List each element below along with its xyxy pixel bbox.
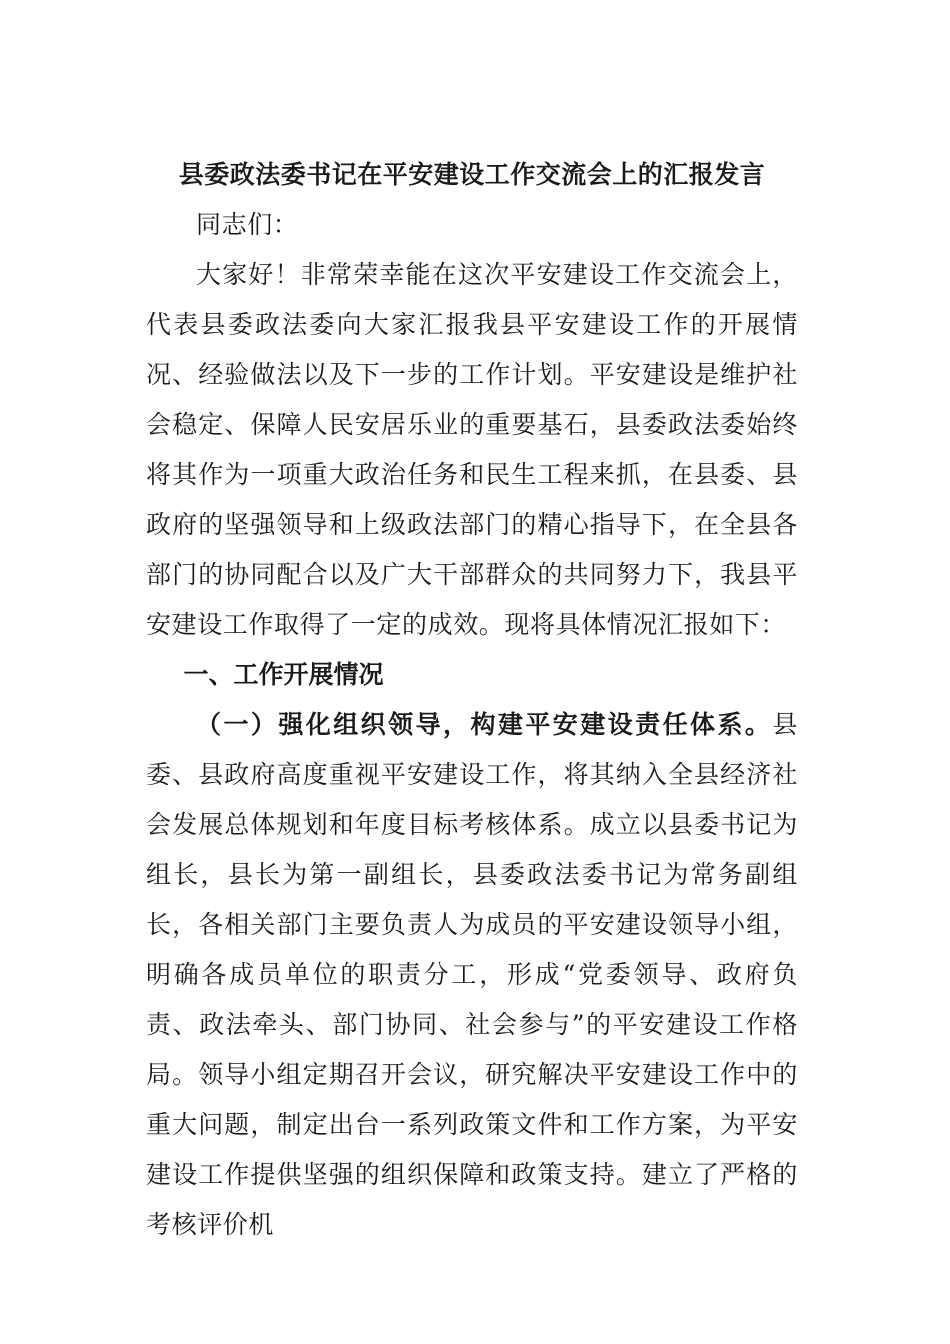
subsection-paragraph	[146, 700, 798, 1250]
subsection-body: 县委、县政府高度重视平安建设工作，将其纳入全县经济社会发展总体规划和年度目标考核体系。成立以县委书记为组长，县长为第一副组长，县委政法委书记为常务副组长，各相关部门主要负责人为成员的平安建设领导小组，明确各成员单位的职责分工，形成“党委领导、政府负责、政法牵头、部门协同、社会参与”的平安建设工作格局。领导小组定期召开会议，研究解决平安建设工作中的重大问题，制定出台一系列政策文件和工作方案，为平安建设工作提供坚强的组织保障和政策支持。建立了严格的考核评价机	[146, 710, 798, 1239]
document-title: 县委政法委书记在平安建设工作交流会上的汇报发言	[178, 160, 766, 189]
section-heading: 一、工作开展情况	[183, 660, 384, 689]
salutation: 同志们：	[196, 210, 299, 239]
subsection-lead: （一）强化组织领导，构建平安建设责任体系。	[196, 710, 773, 739]
document-page	[146, 150, 798, 1250]
intro-paragraph: 大家好！非常荣幸能在这次平安建设工作交流会上，代表县委政法委向大家汇报我县平安建设工作的开展情况、经验做法以及下一步的工作计划。平安建设是维护社会稳定、保障人民安居乐业的重要基石，县委政法委始终将其作为一项重大政治任务和民生工程来抓，在县委、县政府的坚强领导和上级政法部门的精心指导下，在全县各部门的协同配合以及广大干部群众的共同努力下，我县平安建设工作取得了一定的成效。现将具体情况汇报如下：	[146, 260, 798, 639]
